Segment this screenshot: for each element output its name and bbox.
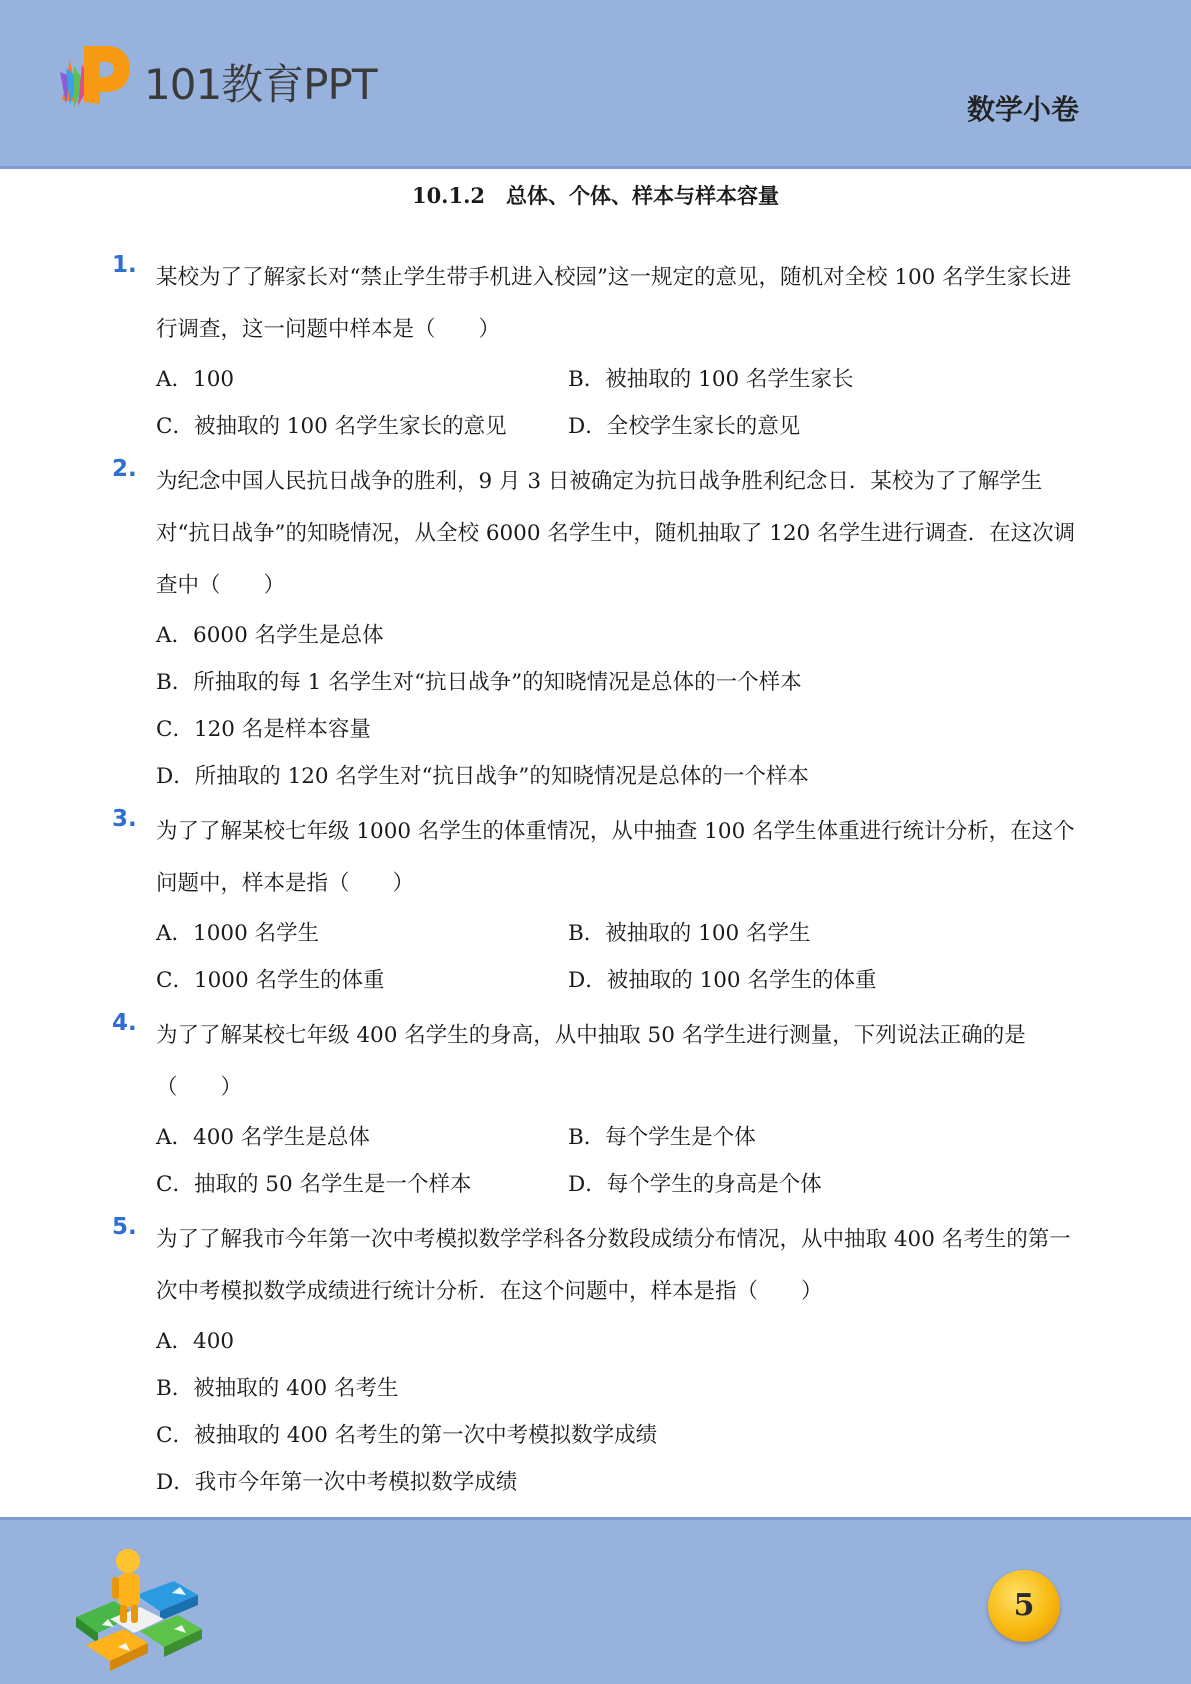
option-a: A．400 名学生是总体 <box>156 1125 370 1150</box>
question-3 <box>0 806 1191 1004</box>
option-a: A．1000 名学生 <box>156 921 320 946</box>
option-a: A．400 <box>156 1329 235 1354</box>
page-title: 10.1.2 总体、个体、样本与样本容量 <box>411 183 780 208</box>
option-b: B．每个学生是个体 <box>568 1125 756 1150</box>
question-stem: 某校为了了解家长对“禁止学生带手机进入校园”这一规定的意见，随机对全校 100 名学生家长进行调查，这一问题中样本是（ ） <box>156 265 1072 342</box>
question-1 <box>0 252 1191 450</box>
option-c: C．1000 名学生的体重 <box>156 968 385 993</box>
option-d: D．全校学生家长的意见 <box>568 414 801 439</box>
question-2 <box>0 456 1191 800</box>
option-grid <box>156 1114 1086 1208</box>
option-d: D．被抽取的 100 名学生的体重 <box>568 968 877 993</box>
page-header <box>0 0 1191 166</box>
question-list <box>0 252 1191 1506</box>
header-divider <box>0 166 1191 169</box>
question-number: 5. <box>112 1214 137 1240</box>
option-a: A．6000 名学生是总体 <box>156 623 384 648</box>
series-title: 数学小卷 <box>966 93 1079 126</box>
question-5 <box>0 1214 1191 1506</box>
option-d: D．所抽取的 120 名学生对“抗日战争”的知晓情况是总体的一个样本 <box>156 764 809 789</box>
question-stem: 为纪念中国人民抗日战争的胜利，9 月 3 日被确定为抗日战争胜利纪念日．某校为了了解学生对“抗日战争”的知晓情况，从全校 6000 名学生中，随机抽取了 120 名学生进行调查．在这次调查中（ ） <box>156 469 1076 598</box>
option-list <box>156 612 1086 800</box>
brand-p-logo-icon <box>56 42 132 114</box>
option-d: D．每个学生的身高是个体 <box>568 1172 822 1197</box>
option-a: A．100 <box>156 367 235 392</box>
option-c: C．120 名是样本容量 <box>156 717 371 742</box>
option-grid <box>156 356 1086 450</box>
option-b: B．被抽取的 100 名学生家长 <box>568 367 854 392</box>
question-number: 2. <box>112 456 137 482</box>
option-b: B．被抽取的 400 名考生 <box>156 1376 399 1401</box>
option-grid <box>156 910 1086 1004</box>
option-d: D．我市今年第一次中考模拟数学成绩 <box>156 1470 518 1495</box>
question-stem: 为了了解我市今年第一次中考模拟数学学科各分数段成绩分布情况，从中抽取 400 名考生的第一次中考模拟数学成绩进行统计分析．在这个问题中，样本是指（ ） <box>156 1227 1071 1304</box>
question-number: 1. <box>112 252 137 278</box>
question-stem: 为了了解某校七年级 1000 名学生的体重情况，从中抽查 100 名学生体重进行统计分析，在这个问题中，样本是指（ ） <box>156 819 1075 896</box>
option-c: C．被抽取的 100 名学生家长的意见 <box>156 414 507 439</box>
option-b: B．所抽取的每 1 名学生对“抗日战争”的知晓情况是总体的一个样本 <box>156 670 802 695</box>
brand-name: 101教育PPT <box>144 60 377 109</box>
question-4 <box>0 1010 1191 1208</box>
page-number-badge: 5 <box>988 1570 1060 1642</box>
question-number: 3. <box>112 806 137 832</box>
option-list <box>156 1318 1086 1506</box>
question-stem: 为了了解某校七年级 400 名学生的身高，从中抽取 50 名学生进行测量，下列说法正确的是（ ） <box>156 1023 1026 1100</box>
option-b: B．被抽取的 100 名学生 <box>568 921 811 946</box>
option-c: C．被抽取的 400 名考生的第一次中考模拟数学成绩 <box>156 1423 658 1448</box>
question-number: 4. <box>112 1010 137 1036</box>
figure-on-blocks-icon <box>66 1545 216 1673</box>
option-c: C．抽取的 50 名学生是一个样本 <box>156 1172 472 1197</box>
